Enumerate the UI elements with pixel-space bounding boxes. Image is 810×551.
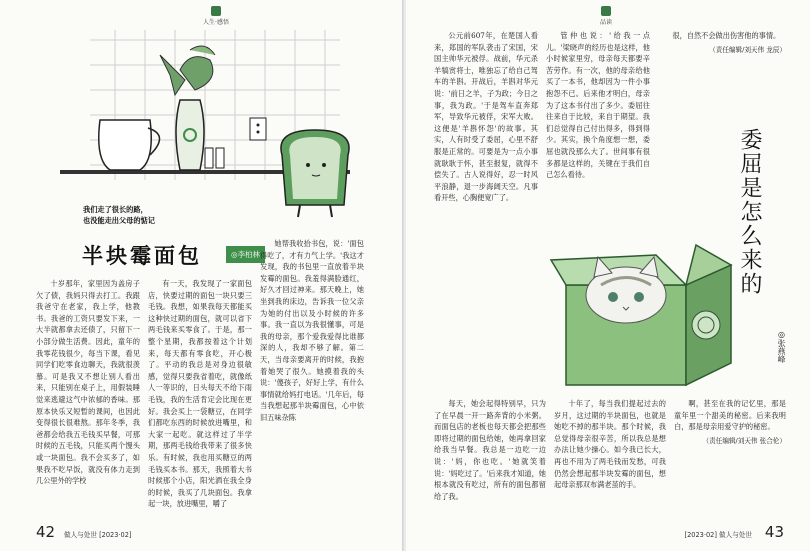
left-page (0, 0, 404, 551)
author-badge: ◎李柏林 (226, 246, 265, 263)
editor-credit: （责任编辑/刘天伟 龙辰） (709, 45, 786, 54)
section-label-right: 品读 (586, 6, 626, 26)
article-subtitle: 我们走了很长的路， 也没能走出父母的惦记 (83, 205, 155, 225)
bottom-column-1: 每天，她会起得特别早，只为了在早晨一开一路奔背的小米粥。而面包店的老板也每天都会把那些即将过期的面包给她，她再拿回家给我当早餐。我总是一边吃一边说：'妈，你也吃。'她就笑着说：'妈吃过了。'后来我才知道，她根本就没有吃过，所有的面包都留给了我。 (434, 399, 546, 501)
page-number-right: 43 (764, 523, 784, 541)
editor-credit-2: （责任编辑/刘天伟 张合伦） (702, 436, 786, 445)
article-column-1: 公元前607年，在楚国人看来，郑国的军队袭击了宋国，宋国主帅华元被俘。战前，华元杀羊犒赏将士，唯独忘了给自己驾车的羊斟。开战后，羊斟对华元说：'前日之羊，子为政；今日之事，我为政。'于是驾车直奔郑军，导致华元被俘，宋军大败。这便是'羊斟怀怨'的故事。其实，人有时受了委屈，心里不舒服是正常的。可要是为一点小事就耿耿于怀，甚至报复，就得不偿失了。古人说得好，忍一时风平浪静，退一步海阔天空。凡事看开些，心胸便宽广了。 (434, 31, 538, 203)
bottom-column-3: 啊，甚至在我的记忆里，那是童年里一个甜美的秘密。后来我明白，那是母亲用爱守护的秘密。 （责任编辑/刘天伟 张合伦） (674, 398, 786, 530)
cat-in-box-illustration (546, 235, 746, 395)
bread-character-illustration (270, 125, 360, 220)
footer-left: 做人与处世 [2023·02] (64, 531, 132, 539)
article-column-3: 她帮我收拾书包，说：'面包得吃了，才有力气上学。'我这才发现，我的书包里一直放着半块发霉的面包。我羞得满脸通红，好久才回过神来。那天晚上，她坐到我的床边，告诉我一位父亲为她的付出以及小时候的许多事。我一直以为我很懂事，可是我的母亲，那个爱我爱得比谁都深的人，我却不够了解。第二天，当母亲要离开的时候，我抱着她哭了很久。她摸着我的头说：'傻孩子，好好上学，有什么事情就给妈打电话。'几年后，每当我想起那半块霉面包，心中依旧五味杂陈 (260, 239, 364, 422)
article-column-3: 很，自然不会做出伤害他的事情。 （责任编辑/刘天伟 龙辰） (658, 30, 786, 100)
article-title: 半块霉面包 (82, 244, 202, 268)
section-logo-icon (211, 6, 221, 16)
article-column-2: 管仲也说：'给我一点儿。'梁晓声的经历也是这样，他小时候家里穷，母亲每天都要辛苦劳作。有一次，他的母亲给他买了一本书，他却因为一件小事抱怨不已。后来他才明白，母亲为了这本书付出了多少。委屈往往来自于比较，来自于期望。我们总觉得自己付出得多，得到得少。其实，换个角度想一想，委屈也就没那么大了。世间事有很多都是这样的，关键在于我们自己怎么看待。 (546, 31, 650, 180)
article-title-vertical: 委屈是怎么来的 (737, 128, 762, 296)
section-label-left: 人生·感悟 (196, 6, 236, 26)
footer-right: [2023·02] 做人与处世 (684, 531, 752, 539)
bottom-column-2: 十年了，每当我们提起过去的岁月，这过期的半块面包，也就是她吃不掉的那半块。那个时候，我总觉得母亲很辛苦，所以我总是想办法让她少操心。如今我已长大，再也不用为了两毛钱而发愁，可我仍然会想起那半块发霉的面包，想起母亲那双布满老茧的手。 (554, 399, 666, 490)
author-vertical: ◎张燕峰 (777, 330, 786, 363)
section-logo-icon (601, 6, 611, 16)
article-column-2: 有一天，我发现了一家面包店，快要过期的面包一块只要三毛钱。我想，如果我每天都能买这种快过期的面包，就可以省下两毛钱来买零食了。于是，那一整个星期，我都按着这个计划来，每天都有零食吃，开心极了。平动的我总是对身边很敏感，觉得只要我省着吃，就像纸人一等识的，日头每天不给下雨毛钱，我的生活肯定会比现在更好。我会买上一袋糖豆，在同学们都吃东西的时候放进嘴里，和大家一起吃。就这样过了半学期，那两毛钱给我带来了很多快乐。有时候，我也用买糖豆的两毛钱买本书。那天，我照着大书时候那个小店，阳光洒在我全身的时候，我买了几块面包。我拿起一块，放进嘴里，嚼了 (148, 279, 252, 509)
right-page (406, 0, 810, 551)
article-column-1: 十岁那年，家里因为盖房子欠了债，我妈只得去打工。我跟我爸守在老家，我上学，他教书。我爸的工资只要发下来，一大半就都拿去还债了，只留下一小部分做生活费。因此，童年的我零花钱很少，每当下课，看见同学们吃零食边聊天，我就很羡慕。可是我又不想让别人看出来，只能别在桌子上，用假装睡觉来逃避这气中浓郁的香味。那原本快乐又短暂的课间，也因此变得很长很难熬。那年冬季，我爸都会给我五毛钱买早餐，可那时候的五毛钱，只能买两个馒头或一块面包。我不会买多了，如果我不吃早饭，就没有体力走到几公里外的学校 (36, 279, 140, 486)
page-number-left: 42 (36, 523, 56, 541)
